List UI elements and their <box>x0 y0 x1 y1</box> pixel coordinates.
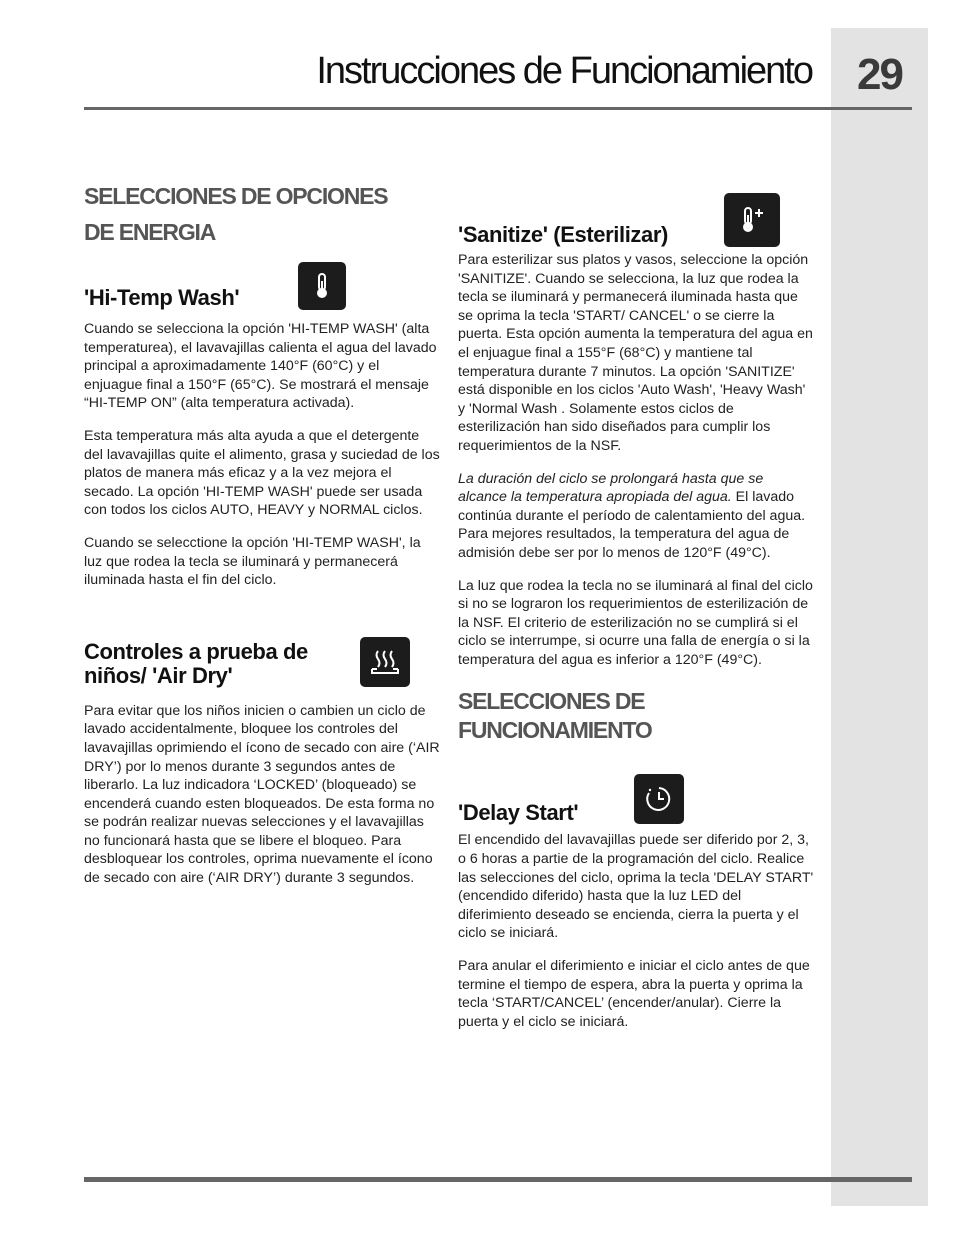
page-title: Instrucciones de Funcionamiento <box>316 50 812 92</box>
left-column <box>84 178 440 888</box>
hi-temp-paragraph-2: Esta temperatura más alta ayuda a que el detergente del lavavajillas quite el alimento, grasa y suciedad de los platos de manera más eficaz y a la vez mejora el secado. La opción 'HI-TEMP WASH' puede ser usada con todos los ciclos AUTO, HEAVY y NORMAL ciclos. <box>84 427 440 519</box>
clock-icon <box>634 774 684 824</box>
hi-temp-paragraph-1: Cuando se selecciona la opción 'HI-TEMP WASH' (alta temperaturea), el lavavajillas calienta el agua del lavado principal a aproximadamente 140°F (60°C) y el enjuague final a 150°F (65°C). Se mostrará el mensaje “HI-TEMP ON” (alta temperatura activada). <box>84 321 437 412</box>
child-lock-paragraph: Para evitar que los niños inicien o cambien un ciclo de lavado accidentalmente, bloquee los controles del lavavajillas oprimiendo el ícono de secado con aire (‘AIR DRY’) por lo menos durante 3 segundos antes de liberarlo. La luz indicadora ‘LOCKED’ (bloqueado) se encenderá cuando esten bloqueados. De esta forma no se podrán realizar nuevas selecciones y el lavavajillas no funcionará hasta que se libere el bloqueo. Para desbloquear los controles, oprima nuevamente el ícono de secado con aire (‘AIR DRY’) durante 3 segundos. <box>84 702 440 887</box>
page-number-tab <box>831 28 928 1206</box>
hi-temp-paragraph-3: Cuando se selecctione la opción 'HI-TEMP WASH', la luz que rodea la tecla se iluminará y permanecerá iluminada hasta el fin del ciclo. <box>84 534 421 589</box>
hi-temp-wash-header <box>84 262 346 310</box>
sanitize-paragraph-2-rest: El lavado continúa durante el período de calentamiento del agua. Para mejores resultados, la temperatura del agua de admisión debe ser por lo menos de 120°F (49°C). <box>458 489 806 561</box>
operation-selections-heading-line1: SELECCIONES DE <box>458 688 645 715</box>
delay-start-paragraph-2: Para anular el diferimiento e iniciar el ciclo antes de que termine el tiempo de espera, abra la puerta y oprima la tecla ‘START/CANCEL’ (encender/anular). Cierre la puerta y el ciclo se iniciará. <box>458 958 810 1030</box>
sanitize-thermometer-plus-icon <box>724 193 780 247</box>
sanitize-header <box>458 193 780 247</box>
energy-options-heading-line2: DE ENERGIA <box>84 219 216 245</box>
page-number: 29 <box>857 50 902 99</box>
delay-start-header <box>458 773 684 825</box>
sanitize-paragraph-1: Para esterilizar sus platos y vasos, seleccione la opción 'SANITIZE'. Cuando se selecciona, la luz que rodea la tecla se iluminará y permanecerá iluminada hasta que se oprima la tecla 'START/ CANCEL' o se cierre la puerta. Esta opción aumenta la temperatura del agua en el enjuague final a 155°F (68°C) y mantiene tal temperatura durante 7 minutos. La opción 'SANITIZE' está disponible en los ciclos 'Auto Wash', 'Heavy Wash' y 'Normal Wash . Solamente estos ciclos de esterilización han sido diseñados para cumplir los requerimientos de la NSF. <box>458 252 813 454</box>
delay-start-paragraph-1: El encendido del lavavajillas puede ser diferido por 2, 3, o 6 horas a partie de la programación del ciclo. Realice las selecciones del ciclo, oprima la tecla 'DELAY START' (encendido diferido) hasta que la luz LED del diferimiento deseado se encienda, cierra la puerta y el ciclo se iniciará. <box>458 832 814 942</box>
hi-temp-wash-heading: 'Hi-Temp Wash' <box>84 285 240 310</box>
operation-selections-heading-line2: FUNCIONAMIENTO <box>458 717 652 744</box>
air-dry-icon <box>360 637 410 687</box>
sanitize-heading: 'Sanitize' (Esterilizar) <box>458 222 668 247</box>
energy-options-heading <box>84 178 440 250</box>
sanitize-paragraph-2 <box>458 470 816 563</box>
child-lock-heading-line1: Controles a prueba de <box>84 638 308 664</box>
footer-divider <box>84 1177 912 1182</box>
sanitize-paragraph-2-italic: La duración del ciclo se prolongará hasta que se alcance la temperatura apropiada del agua. <box>458 470 764 506</box>
sanitize-paragraph-3: La luz que rodea la tecla no se iluminará al final del ciclo si no se lograron los requerimientos de esterilización de la NSF. El criterio de esterilización no se cumplirá si el ciclo se interrumpe, si ocurre una falla de energía o si la temperatura del agua es inferior a 120°F (49°C). <box>458 577 813 668</box>
delay-start-heading: 'Delay Start' <box>458 800 579 826</box>
child-lock-heading-line2: niños/ 'Air Dry' <box>84 662 233 688</box>
thermometer-icon <box>298 262 346 310</box>
operation-selections-heading <box>458 687 816 745</box>
energy-options-heading-line1: SELECCIONES DE OPCIONES <box>84 183 388 209</box>
child-lock-heading <box>84 640 308 688</box>
header-divider <box>84 107 912 110</box>
child-lock-header <box>84 636 440 688</box>
right-column <box>458 193 816 1031</box>
